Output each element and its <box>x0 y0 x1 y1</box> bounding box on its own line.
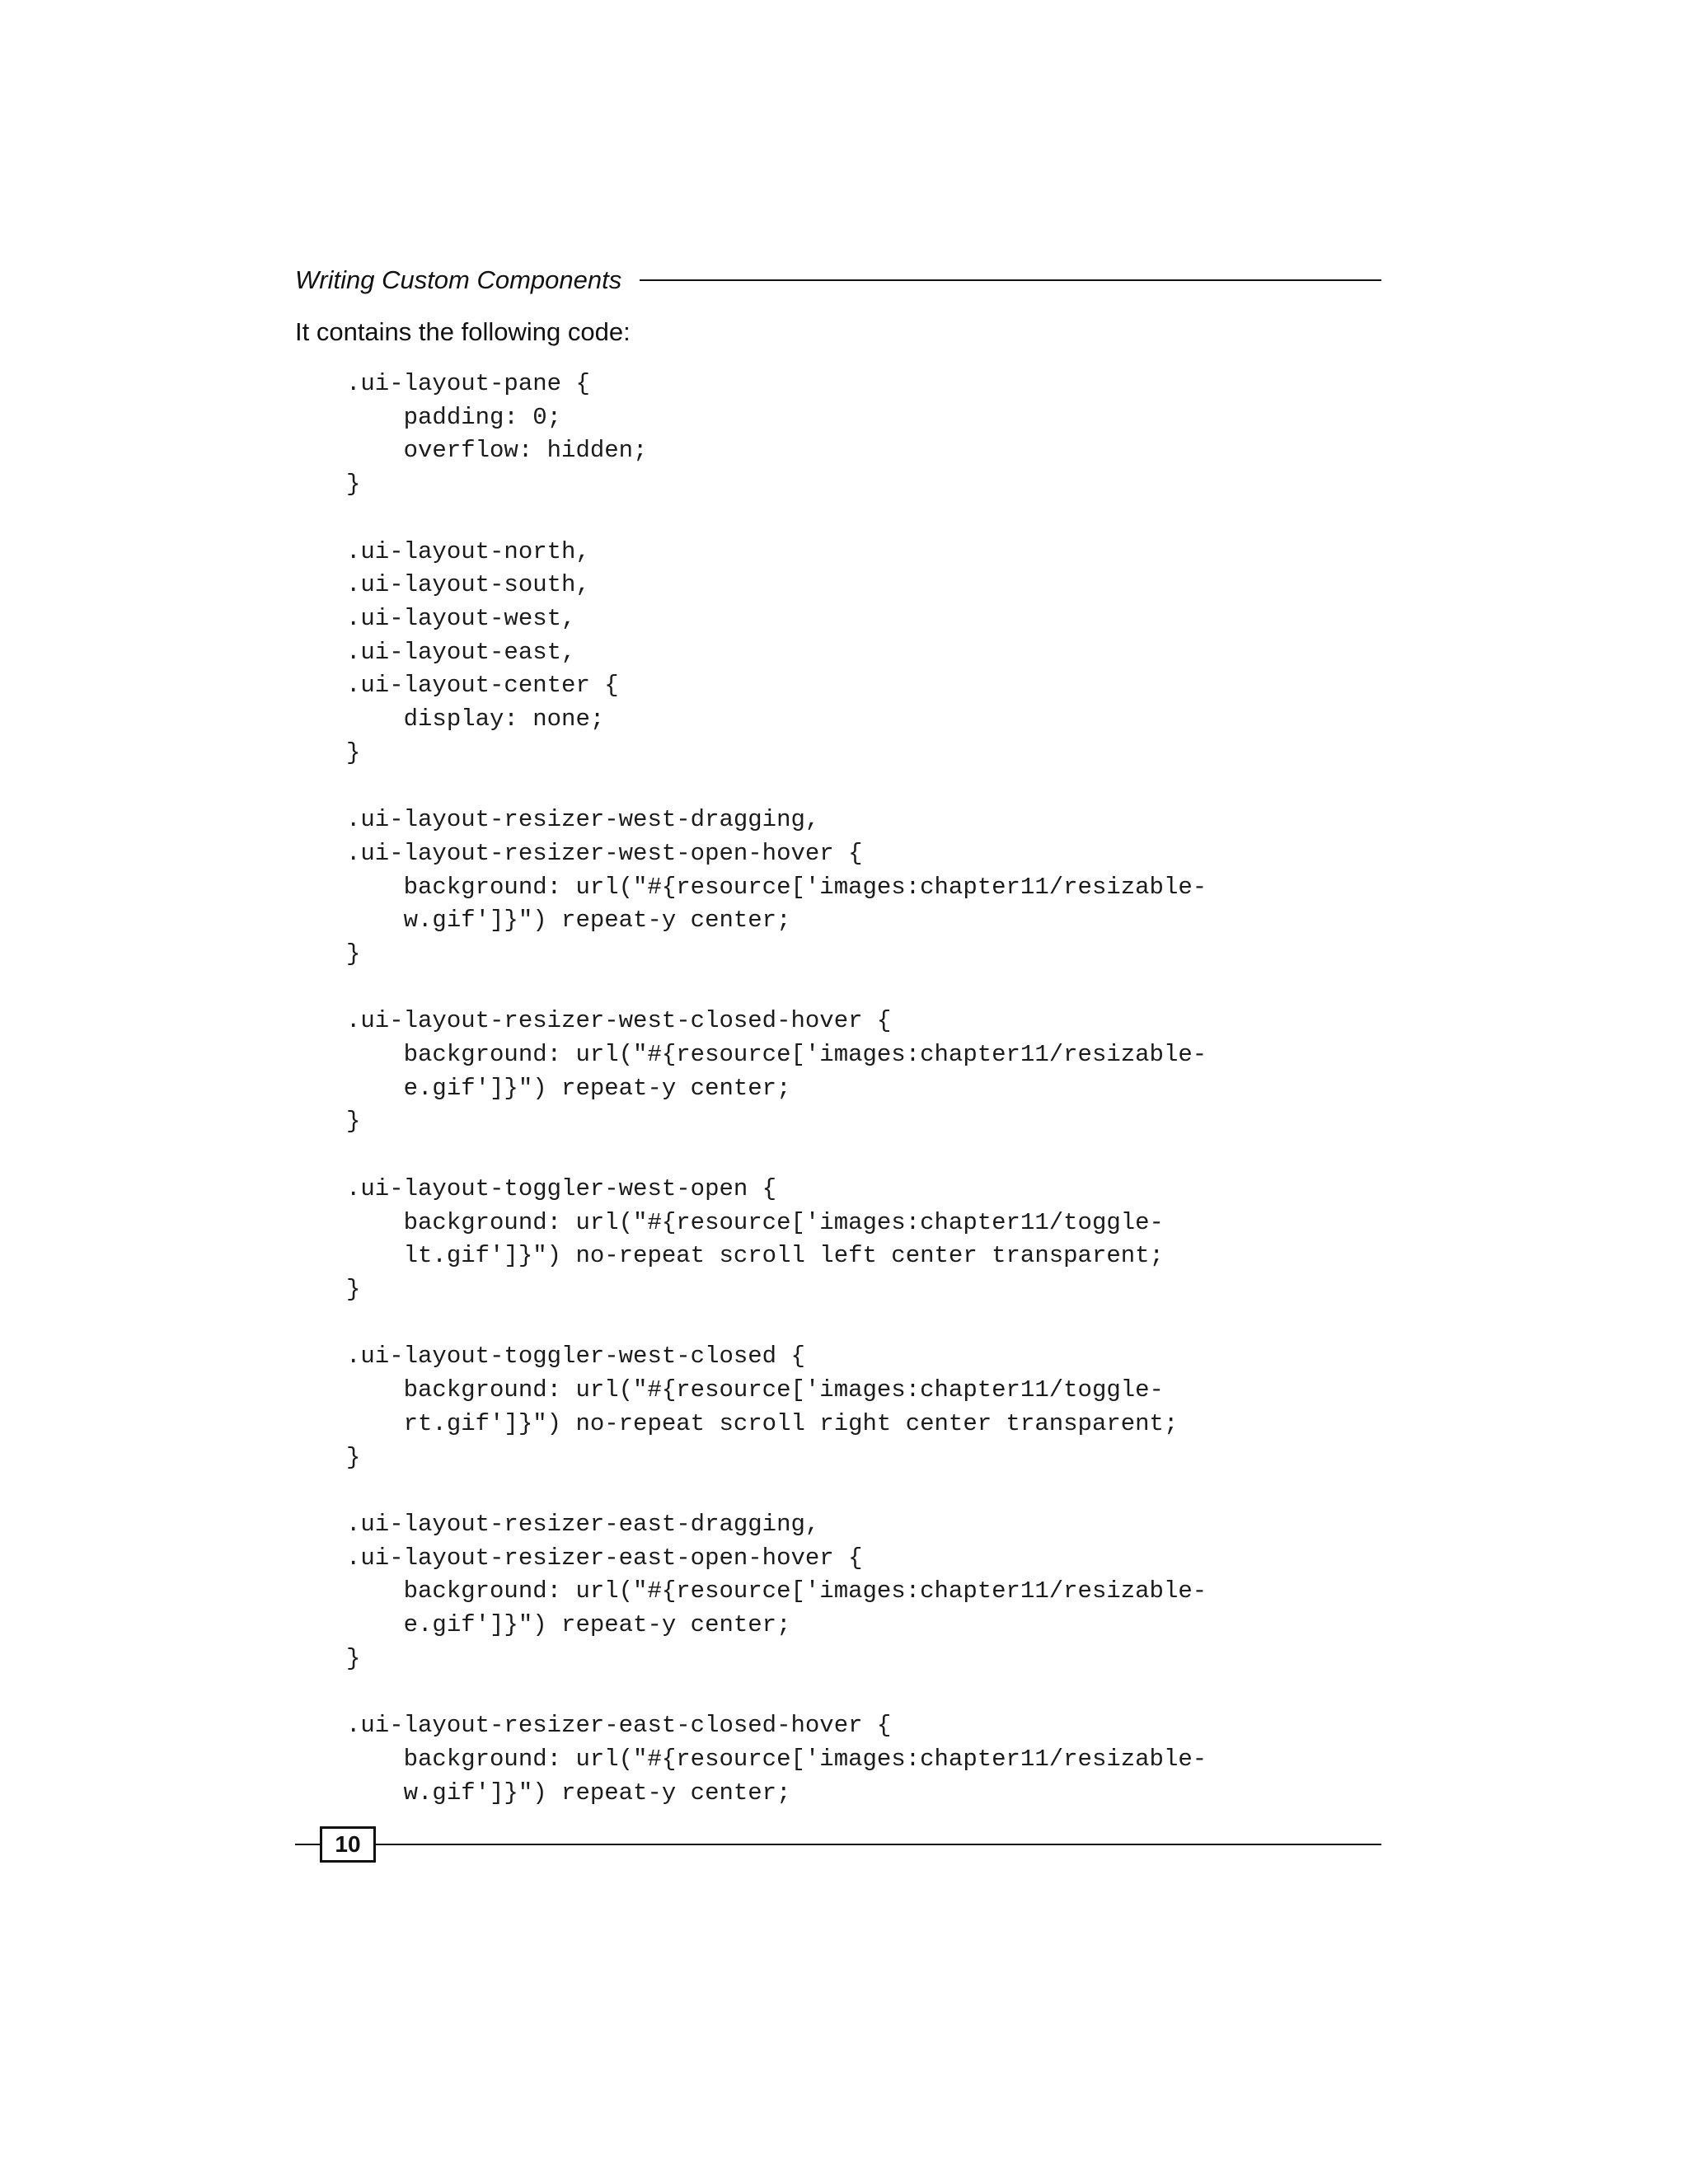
footer-rule <box>295 1844 1381 1845</box>
page-number: 10 <box>320 1826 376 1863</box>
page-footer <box>295 1826 1381 1863</box>
page-header <box>295 255 1381 305</box>
chapter-title: Writing Custom Components <box>295 265 622 294</box>
code-block: .ui-layout-pane { padding: 0; overflow: hidden; } .ui-layout-north, .ui-layout-south, .ui-layout-west, .ui-layout-east, .ui-layout-center { display: none; } .ui-layout-resizer-west-dragging, .ui-layout-resizer-west-open-hover { background: url("#{resource['images:chapter11/resizable- w.gif']}") repeat-y center; } .ui-layout-resizer-west-closed-hover { background: url("#{resource['images:chapter11/resizable- e.gif']}") repeat-y center; } .ui-layout-toggler-west-open { background: url("#{resource['images:chapter11/toggle- lt.gif']}") no-repeat scroll left center transparent; } .ui-layout-toggler-west-closed { background: url("#{resource['images:chapter11/toggle- rt.gif']}") no-repeat scroll right center transparent; } .ui-layout-resizer-east-dragging, .ui-layout-resizer-east-open-hover { background: url("#{resource['images:chapter11/resizable- e.gif']}") repeat-y center; } .ui-layout-resizer-east-closed-hover { background: url("#{resource['images:chapter11/resizable- w.gif']}") repeat-y center; <box>346 370 1207 1807</box>
intro-paragraph: It contains the following code: <box>295 317 631 346</box>
header-rule <box>640 279 1381 281</box>
